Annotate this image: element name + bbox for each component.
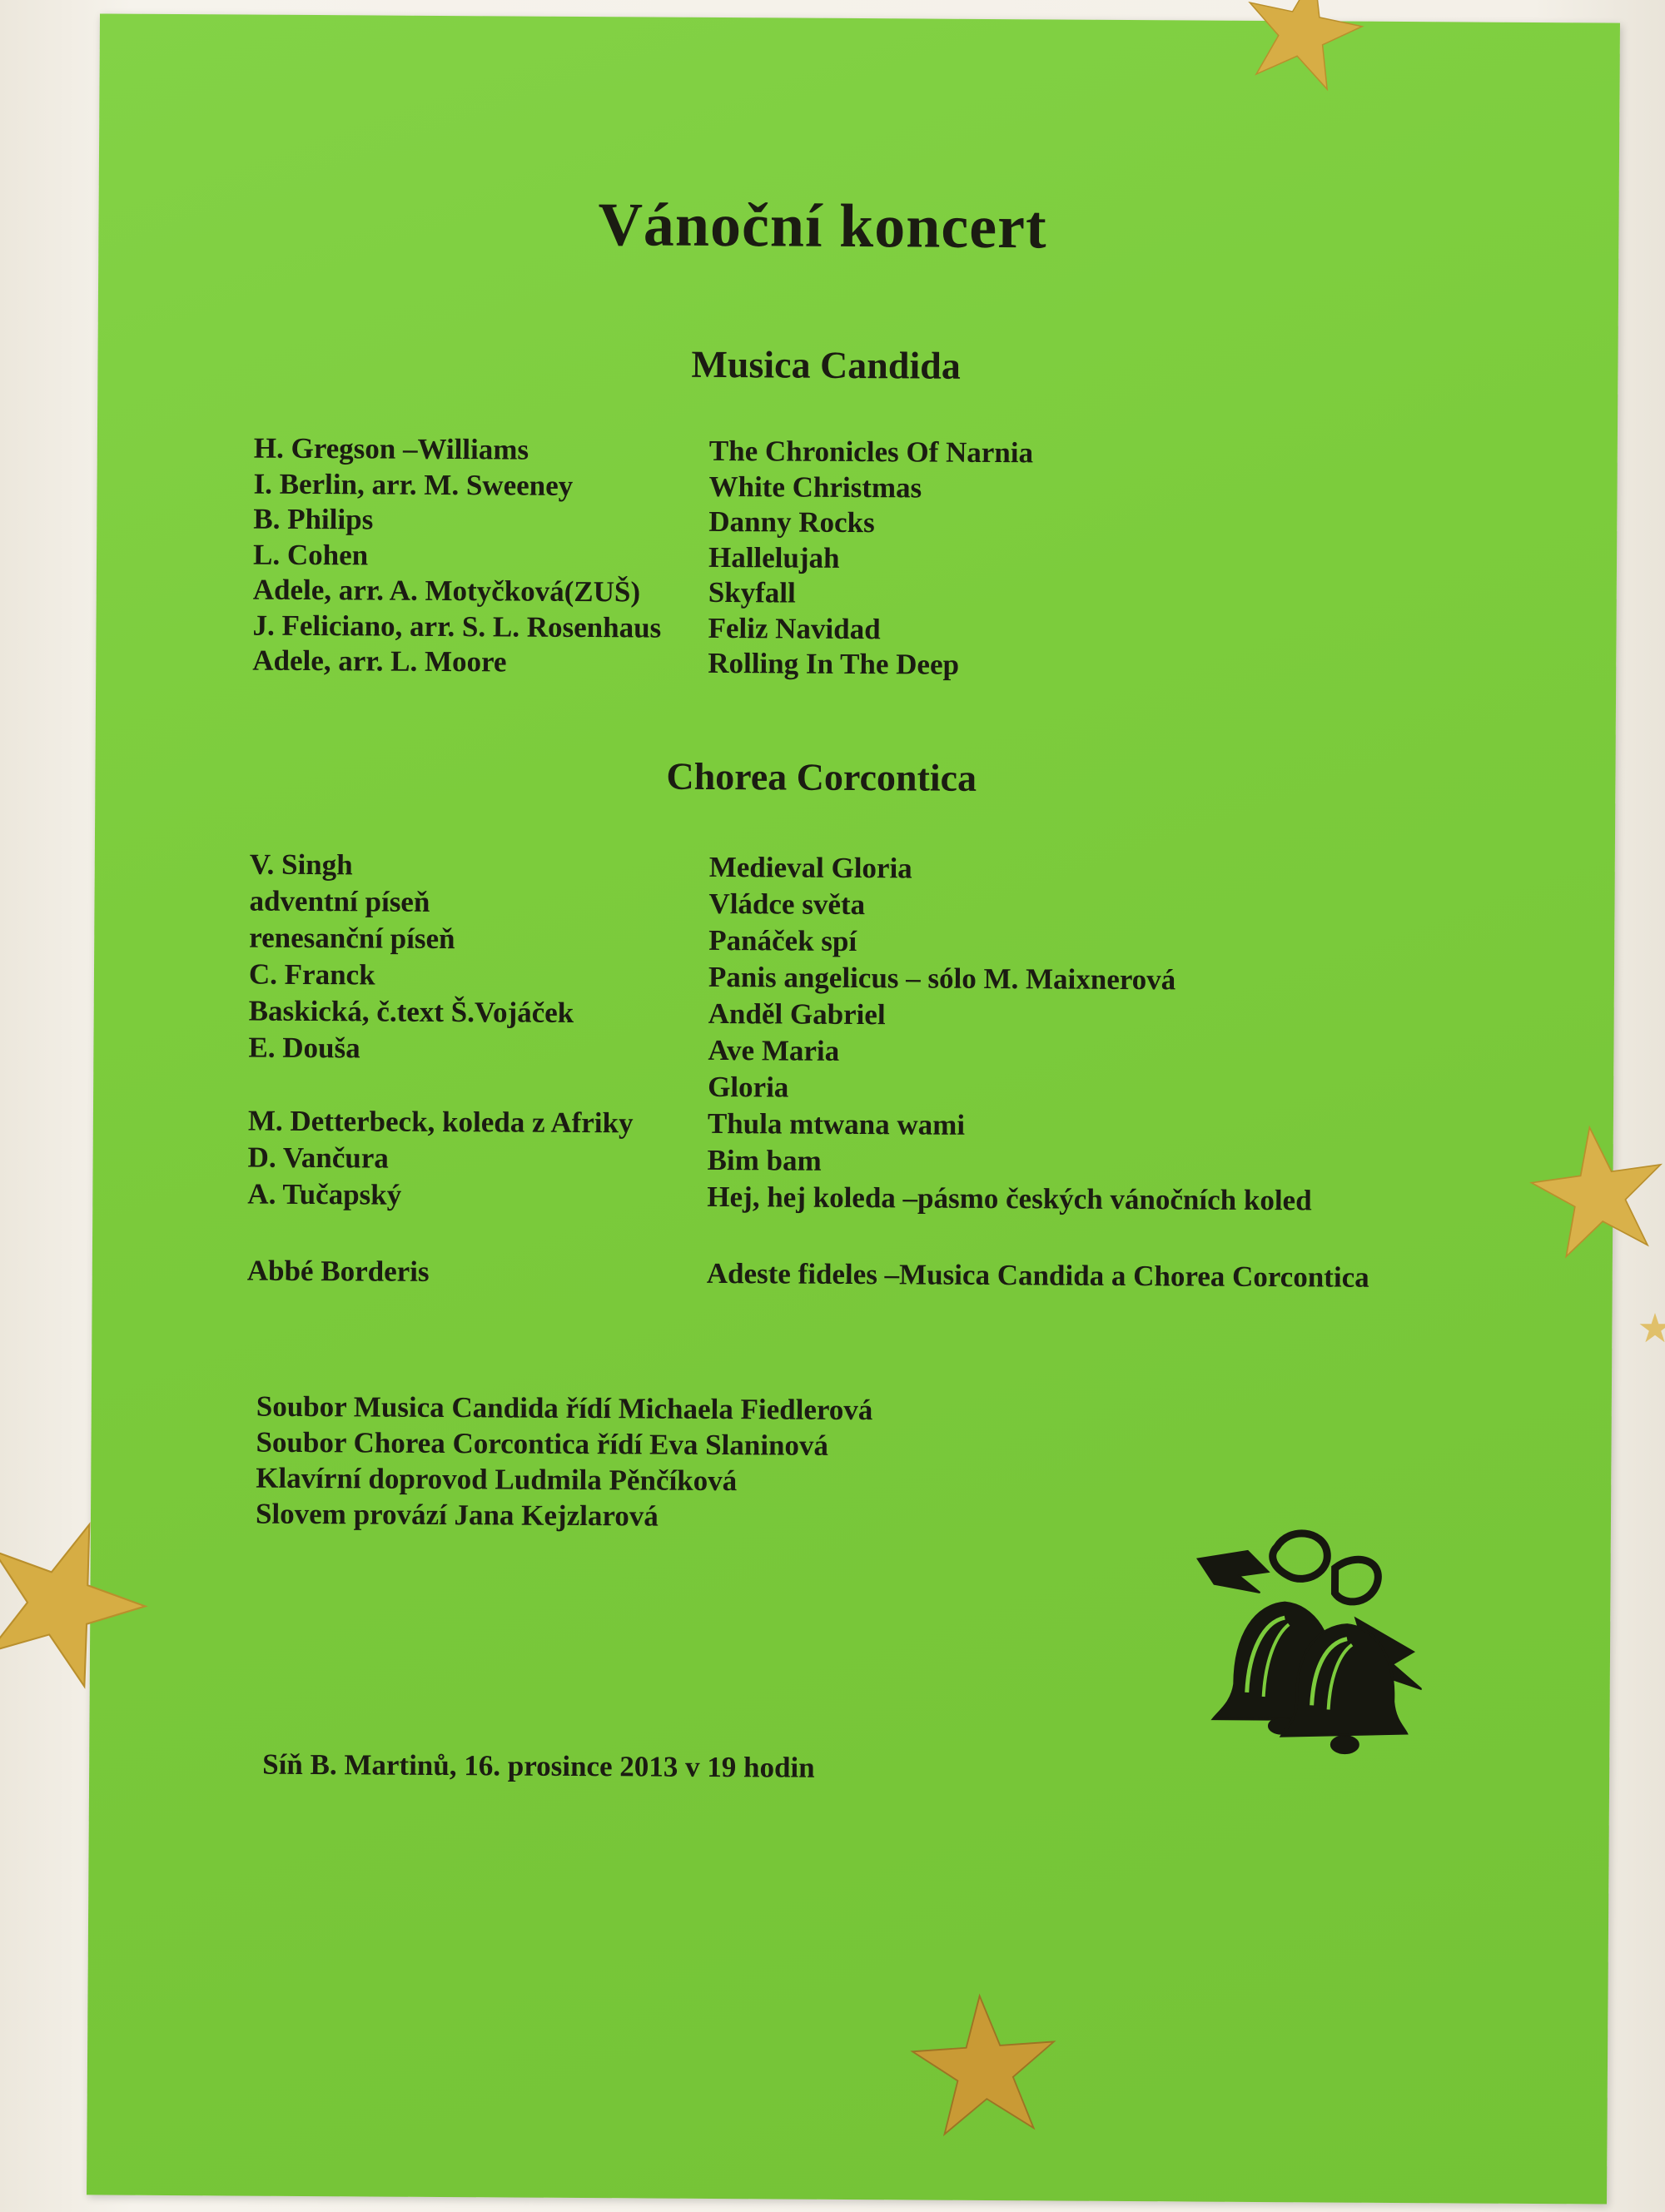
- song-line: Feliz Navidad: [708, 611, 881, 645]
- song-line: Ave Maria: [708, 1033, 840, 1067]
- song-line: Skyfall: [708, 575, 796, 609]
- composer-line: I. Berlin, arr. M. Sweeney: [253, 467, 574, 502]
- song-line: The Chronicles Of Narnia: [708, 434, 1034, 470]
- song-line: Danny Rocks: [708, 505, 875, 539]
- composer-line: L. Cohen: [252, 538, 369, 571]
- song-line: Medieval Gloria: [708, 850, 912, 885]
- musica-candida-composers: [252, 431, 663, 681]
- gold-star-icon: [1638, 1311, 1665, 1345]
- credits-block: [256, 1389, 873, 1536]
- chorea-corcontica-composers: [247, 847, 635, 1292]
- section-heading-musica-candida: Musica Candida: [691, 342, 961, 387]
- credit-line: Soubor Chorea Corcontica řídí Eva Slaninová: [256, 1425, 829, 1462]
- song-line: White Christmas: [708, 470, 922, 504]
- blank-line: [247, 1213, 633, 1252]
- composer-line: Adele, arr. A. Motyčková(ZUŠ): [252, 573, 641, 609]
- composer-line: M. Detterbeck, koleda z Afriky: [247, 1104, 634, 1140]
- song-line: Hallelujah: [708, 540, 840, 574]
- composer-line: E. Douša: [248, 1031, 360, 1065]
- song-line: Vládce světa: [708, 887, 866, 922]
- concert-poster: [87, 13, 1620, 2204]
- gold-star-icon: [903, 1988, 1066, 2142]
- credit-line: Klavírní doprovod Ludmila Pěnčíková: [256, 1461, 738, 1498]
- song-line: Panáček spí: [708, 923, 857, 958]
- composer-line: C. Franck: [248, 957, 375, 992]
- composer-line: V. Singh: [249, 848, 353, 882]
- song-line: Anděl Gabriel: [708, 997, 886, 1031]
- bells-ribbon-icon: [1188, 1525, 1423, 1768]
- gold-star-icon: [1528, 1107, 1665, 1274]
- chorea-corcontica-songs: [707, 849, 1372, 1296]
- song-line: Bim bam: [707, 1143, 822, 1177]
- venue-date-line: Síň B. Martinů, 16. prosince 2013 v 19 hodin: [262, 1747, 815, 1784]
- composer-line: Abbé Borderis: [246, 1254, 430, 1288]
- composer-line: D. Vančura: [247, 1141, 389, 1175]
- composer-line: B. Philips: [253, 502, 374, 536]
- song-line: Rolling In The Deep: [708, 646, 960, 681]
- blank-line: [707, 1215, 1369, 1256]
- song-line: Panis angelicus – sólo M. Maixnerová: [708, 960, 1176, 997]
- composer-line: adventní píseň: [249, 884, 430, 918]
- composer-line: Adele, arr. L. Moore: [252, 644, 507, 679]
- song-line: Gloria: [708, 1070, 789, 1104]
- composer-line: J. Feliciano, arr. S. L. Rosenhaus: [252, 609, 662, 644]
- composer-line: H. Gregson –Williams: [253, 431, 529, 466]
- credit-line: Soubor Musica Candida řídí Michaela Fiedlerová: [256, 1389, 873, 1427]
- blank-line: [248, 1066, 634, 1106]
- poster-title: Vánoční koncert: [598, 191, 1047, 262]
- composer-line: renesanční píseň: [249, 921, 455, 956]
- gold-star-icon: [0, 1507, 150, 1690]
- song-line: Hej, hej koleda –pásmo českých vánočních koled: [707, 1180, 1312, 1217]
- song-line: Thula mtwana wami: [707, 1106, 966, 1141]
- credit-line: Slovem provází Jana Kejzlarová: [255, 1497, 659, 1533]
- section-heading-chorea-corcontica: Chorea Corcontica: [666, 754, 977, 799]
- composer-line: Baskická, č.text Š.Vojáček: [248, 994, 574, 1029]
- musica-candida-songs: [708, 434, 1033, 683]
- song-line: Adeste fideles –Musica Candida a Chorea Corcontica: [706, 1256, 1369, 1294]
- gold-star-icon: [1224, 0, 1382, 92]
- composer-line: A. Tučapský: [247, 1177, 402, 1211]
